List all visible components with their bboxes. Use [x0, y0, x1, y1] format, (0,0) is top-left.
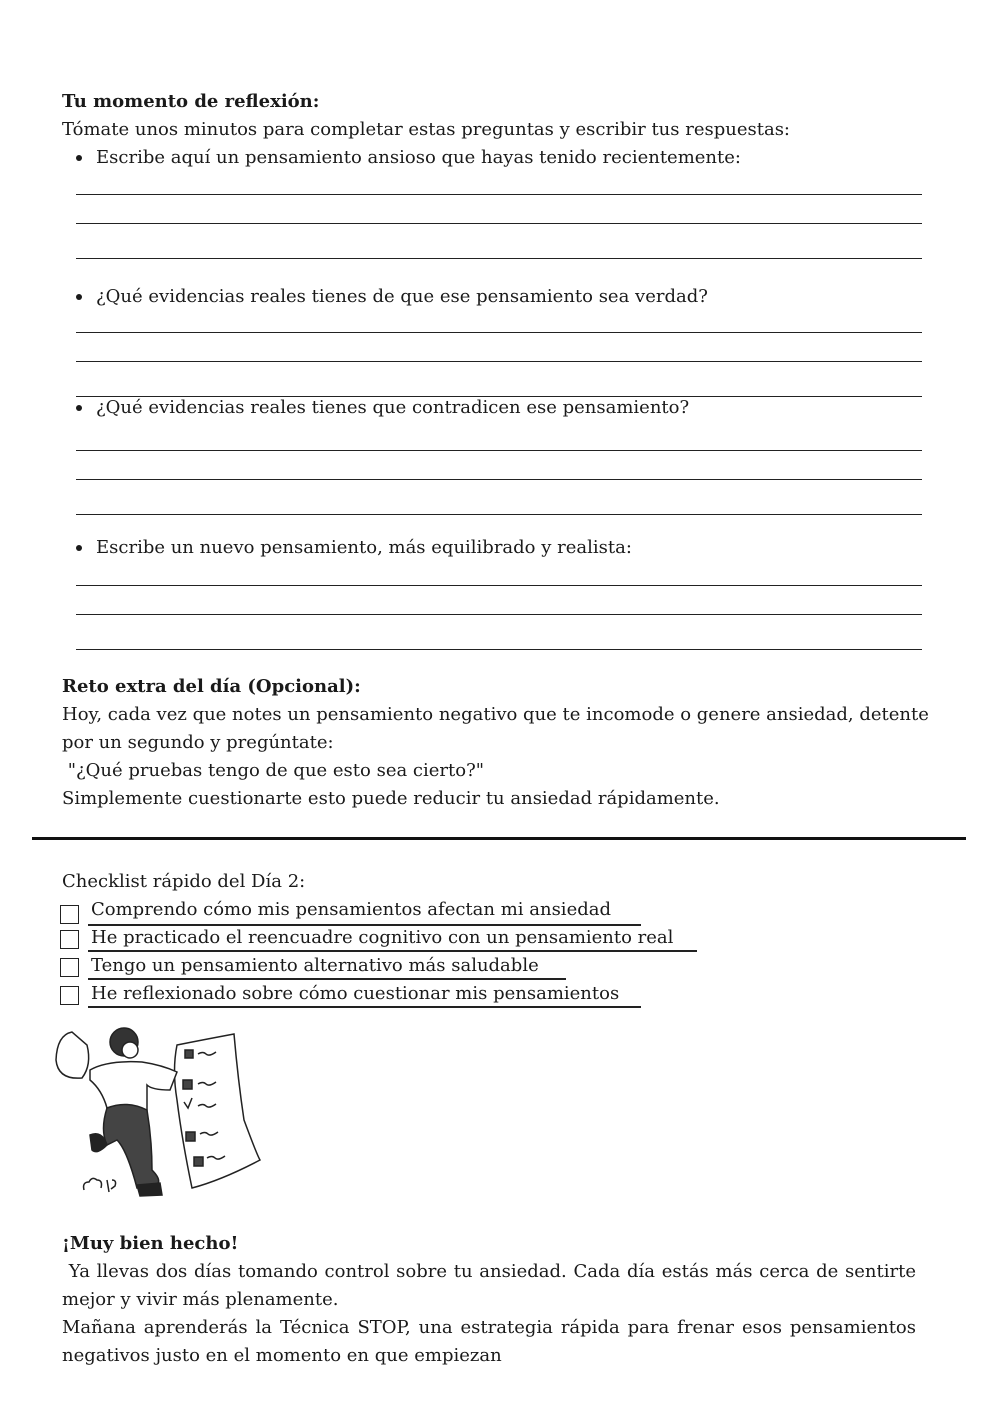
- answer-line[interactable]: [76, 361, 922, 362]
- checklist-item: Comprendo cómo mis pensamientos afectan mi ansiedad: [91, 899, 611, 920]
- closing-paragraph: Ya llevas dos días tomando control sobre tu ansiedad. Cada día estás más cerca de sentirte mejor y vivir más plenamente.: [62, 1261, 922, 1310]
- checkbox[interactable]: [60, 930, 79, 949]
- challenge-title: Reto extra del día (Opcional):: [62, 676, 361, 697]
- answer-line[interactable]: [76, 258, 922, 259]
- checkbox[interactable]: [60, 905, 79, 924]
- bullet-icon: [76, 405, 82, 411]
- answer-line[interactable]: [76, 649, 922, 650]
- reflection-title: Tu momento de reflexión:: [62, 91, 320, 112]
- question-3: ¿Qué evidencias reales tienes que contradicen ese pensamiento?: [96, 397, 690, 418]
- checklist-item: Tengo un pensamiento alternativo más saludable: [91, 955, 539, 976]
- question-2: ¿Qué evidencias reales tienes de que ese pensamiento sea verdad?: [96, 286, 708, 307]
- reflection-intro: Tómate unos minutos para completar estas preguntas y escribir tus respuestas:: [62, 119, 790, 140]
- answer-line[interactable]: [76, 479, 922, 480]
- answer-line[interactable]: [76, 194, 922, 195]
- checkbox[interactable]: [60, 958, 79, 977]
- answer-line[interactable]: [76, 585, 922, 586]
- checklist-title: Checklist rápido del Día 2:: [62, 871, 306, 892]
- item-underline: [88, 978, 566, 980]
- challenge-text: Simplemente cuestionarte esto puede reducir tu ansiedad rápidamente.: [62, 788, 720, 809]
- item-underline: [88, 950, 697, 952]
- answer-line[interactable]: [76, 514, 922, 515]
- challenge-text: por un segundo y pregúntate:: [62, 732, 334, 753]
- section-divider: [32, 837, 966, 840]
- question-4: Escribe un nuevo pensamiento, más equilibrado y realista:: [96, 537, 632, 558]
- checklist-illustration: [52, 1020, 267, 1205]
- bullet-icon: [76, 294, 82, 300]
- answer-line[interactable]: [76, 450, 922, 451]
- item-underline: [88, 1006, 641, 1008]
- answer-line[interactable]: [76, 614, 922, 615]
- challenge-text: Hoy, cada vez que notes un pensamiento negativo que te incomode o genere ansiedad, detente: [62, 704, 929, 725]
- question-1: Escribe aquí un pensamiento ansioso que hayas tenido recientemente:: [96, 147, 741, 168]
- checklist-item: He practicado el reencuadre cognitivo con un pensamiento real: [91, 927, 674, 948]
- bullet-icon: [76, 545, 82, 551]
- closing-paragraph: Mañana aprenderás la Técnica STOP, una estrategia rápida para frenar esos pensamientos negativos justo en el momento en que empiezan: [62, 1317, 916, 1366]
- answer-line[interactable]: [76, 332, 922, 333]
- closing-title: ¡Muy bien hecho!: [62, 1233, 239, 1254]
- checkbox[interactable]: [60, 986, 79, 1005]
- bullet-icon: [76, 155, 82, 161]
- answer-line[interactable]: [76, 223, 922, 224]
- checklist-item: He reflexionado sobre cómo cuestionar mis pensamientos: [91, 983, 620, 1004]
- challenge-quote: "¿Qué pruebas tengo de que esto sea cierto?": [62, 760, 485, 781]
